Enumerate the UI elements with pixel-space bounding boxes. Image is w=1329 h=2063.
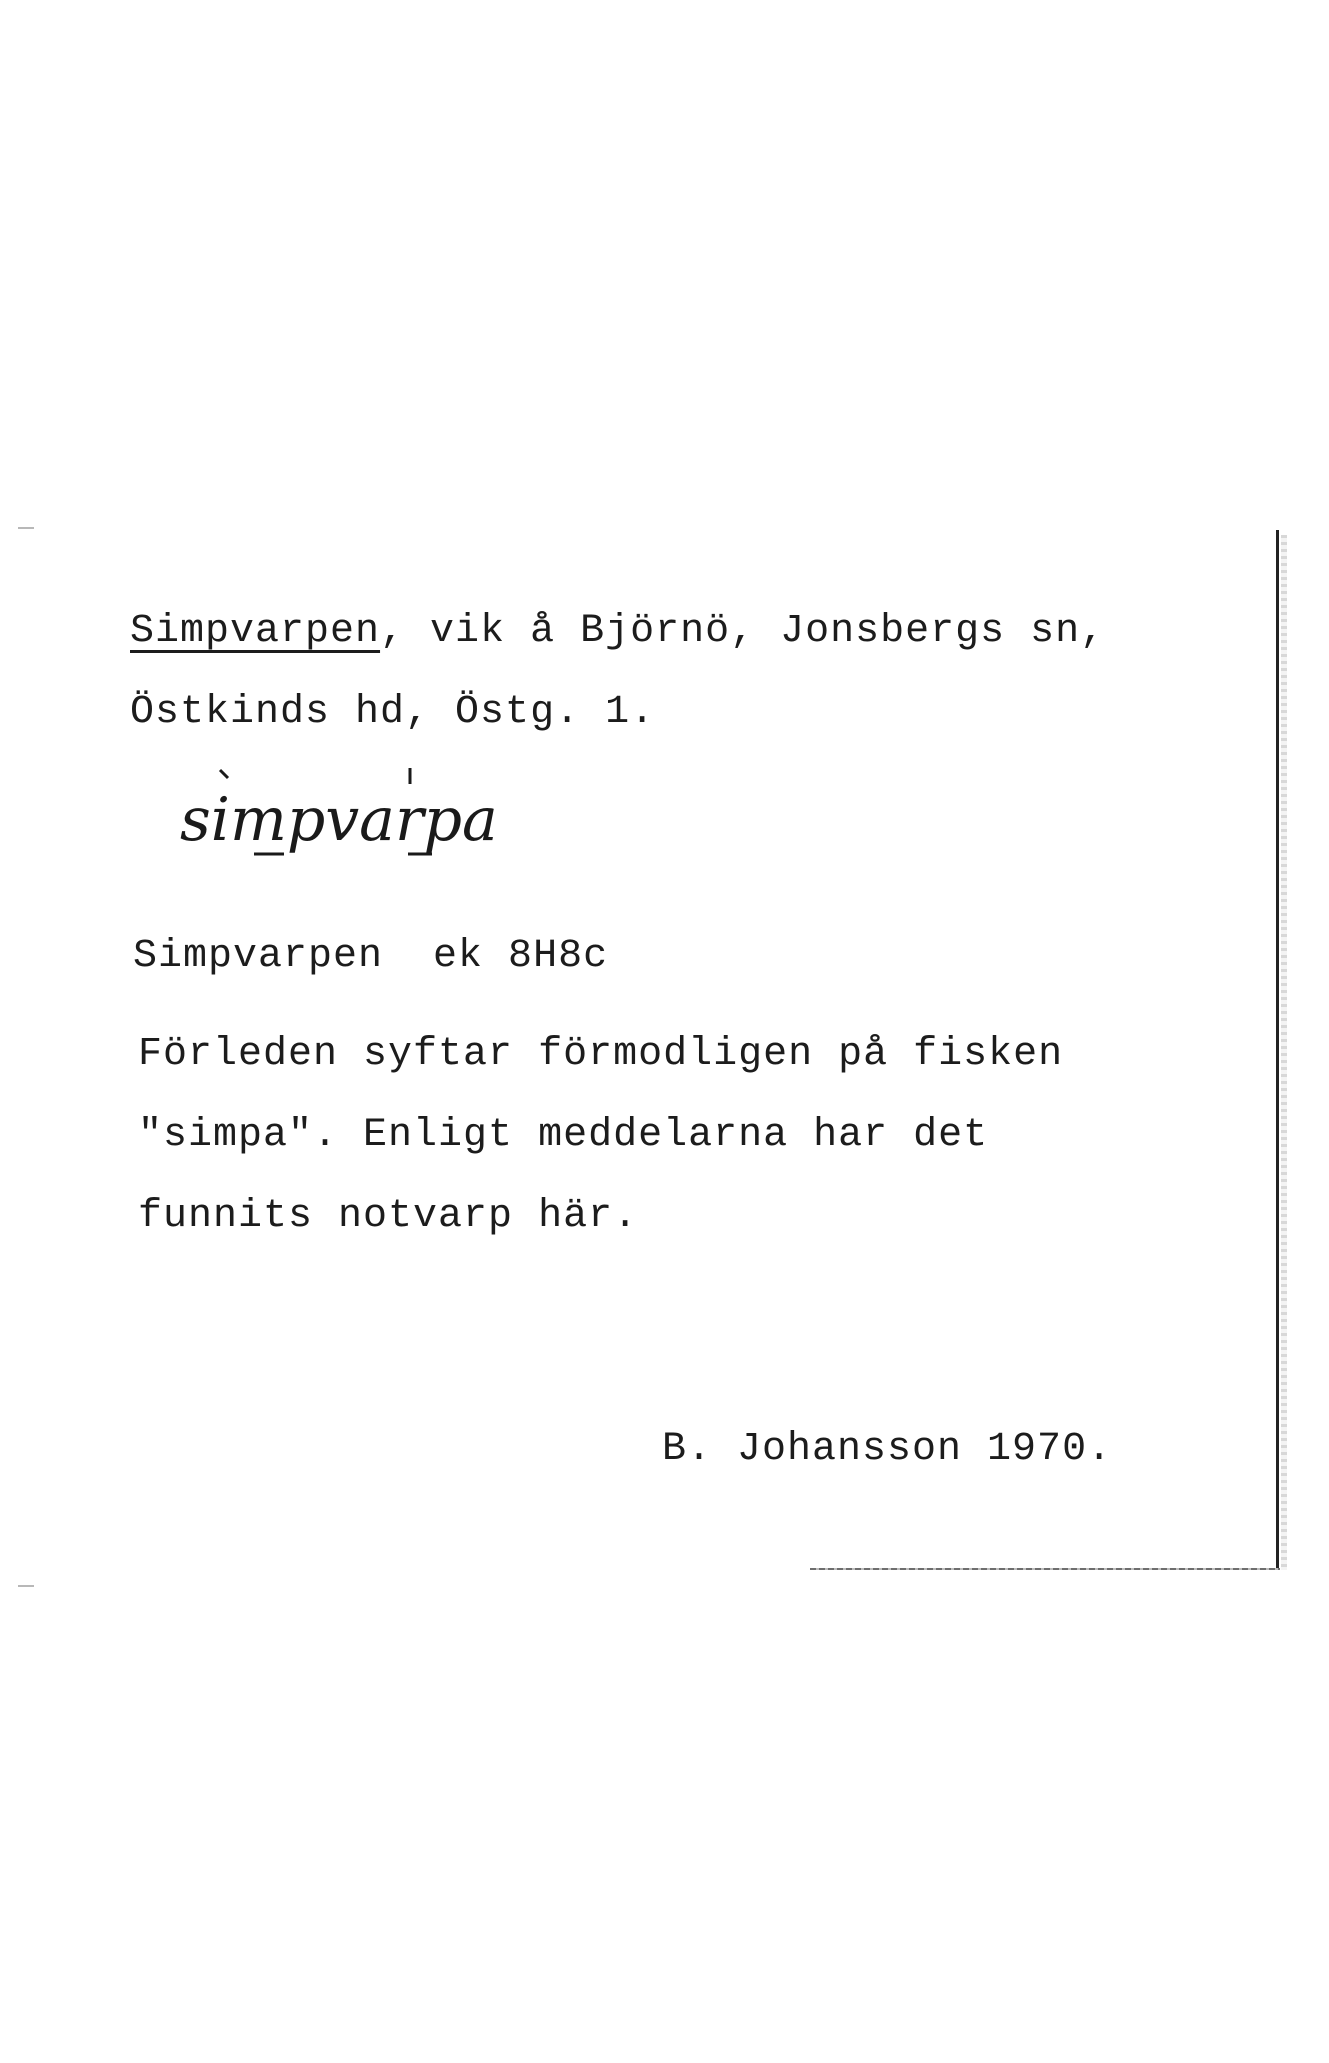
heading-line <box>130 609 1106 654</box>
scan-speck <box>18 1585 34 1587</box>
card-bottom-edge <box>810 1568 1280 1570</box>
handwritten-pronunciation <box>170 760 570 890</box>
card-edge-shadow <box>1281 535 1287 1570</box>
place-description: , vik å Björnö, Jonsbergs sn, <box>380 609 1106 654</box>
card-right-edge <box>1276 530 1279 1570</box>
signature: B. Johansson 1970. <box>662 1427 1113 1472</box>
grave-accent-mark <box>220 770 228 778</box>
scan-speck <box>18 527 34 529</box>
location-line: Östkinds hd, Östg. 1. <box>130 690 656 735</box>
pronunciation-text: simpvarpa <box>180 785 498 855</box>
note-line: "simpa". Enligt meddelarna har det <box>138 1113 989 1158</box>
place-name: Simpvarpen <box>130 609 381 654</box>
map-reference: Simpvarpen ek 8H8c <box>133 934 609 979</box>
note-line: funnits notvarp här. <box>138 1194 639 1239</box>
note-line: Förleden syftar förmodligen på fisken <box>138 1032 1064 1077</box>
pronunciation-drawing <box>170 760 570 890</box>
